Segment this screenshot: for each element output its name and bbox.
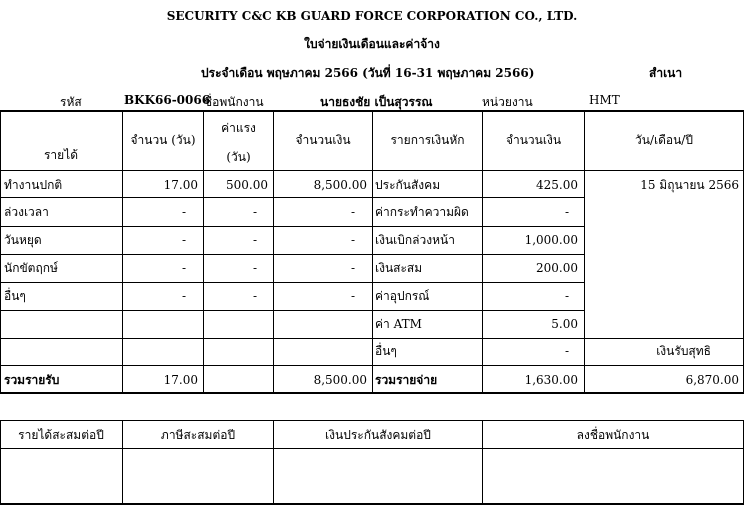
employee-code: BKK66-0066 <box>124 93 211 107</box>
unit-value: HMT <box>589 93 620 107</box>
deduction-amount: 425.00 <box>536 178 578 192</box>
income-rate: - <box>252 261 257 275</box>
income-amount: - <box>350 289 355 303</box>
income-amount: - <box>350 205 355 219</box>
income-rate: - <box>252 233 257 247</box>
deduction-label: ค่ากระทำความผิด <box>375 205 469 219</box>
total-deduction-amount: 1,630.00 <box>524 373 578 387</box>
ytd-tax-header: ภาษีสะสมต่อปี <box>160 428 236 442</box>
deduction-label: อื่นๆ <box>375 344 397 358</box>
income-amount: 8,500.00 <box>313 178 367 192</box>
deduction-label: ค่า ATM <box>375 317 422 331</box>
document-title: ใบจ่ายเงินเดือนและค่าจ้าง <box>304 37 440 51</box>
income-days: 17.00 <box>163 178 198 192</box>
pay-date: 15 มิถุนายน 2566 <box>640 178 739 192</box>
deduction-label: เงินสะสม <box>375 261 423 275</box>
copy-label: สำเนา <box>649 66 683 80</box>
deduction-amount: 1,000.00 <box>524 233 578 247</box>
ytd-income-header: รายได้สะสมต่อปี <box>18 428 104 442</box>
net-pay-label: เงินรับสุทธิ <box>656 344 711 358</box>
unit-label: หน่วยงาน <box>482 95 533 109</box>
employee-name: นายธงชัย เป็นสุวรรณ <box>320 95 433 109</box>
employee-signature-header: ลงชื่อพนักงาน <box>576 428 650 442</box>
income-days: - <box>181 205 186 219</box>
deduction-amount: - <box>564 205 569 219</box>
income-rate: - <box>252 289 257 303</box>
deduction-label: เงินเบิกล่วงหน้า <box>375 233 455 247</box>
deduction-amount: - <box>564 289 569 303</box>
income-days: - <box>181 233 186 247</box>
company-name: SECURITY C&C KB GUARD FORCE CORPORATION CO., LTD. <box>166 9 578 23</box>
col-days: จำนวน (วัน) <box>130 133 196 147</box>
total-income-days: 17.00 <box>163 373 198 387</box>
total-income-label: รวมรายรับ <box>4 373 60 387</box>
deduction-amount: - <box>564 344 569 358</box>
income-label: นักขัตฤกษ์ <box>4 261 58 275</box>
col-rate-line1: ค่าแรง <box>221 121 256 135</box>
col-date: วัน/เดือน/ปี <box>635 133 693 147</box>
deduction-label: ประกันสังคม <box>375 178 441 192</box>
income-label: ล่วงเวลา <box>4 205 49 219</box>
deduction-amount: 5.00 <box>551 317 578 331</box>
col-deduction: รายการเงินหัก <box>390 133 465 147</box>
col-income: รายได้ <box>43 148 79 162</box>
income-amount: - <box>350 261 355 275</box>
income-days: - <box>181 289 186 303</box>
income-rate: - <box>252 205 257 219</box>
ytd-social-security-header: เงินประกันสังคมต่อปี <box>325 428 431 442</box>
income-label: อื่นๆ <box>4 289 26 303</box>
income-days: - <box>181 261 186 275</box>
col-deduction-amount: จำนวนเงิน <box>505 133 562 147</box>
employee-name-label: ชื่อพนักงาน <box>204 95 264 109</box>
total-income-amount: 8,500.00 <box>313 373 367 387</box>
income-label: วันหยุด <box>4 233 42 247</box>
net-pay-amount: 6,870.00 <box>685 373 739 387</box>
income-label: ทำงานปกติ <box>4 178 63 192</box>
income-amount: - <box>350 233 355 247</box>
col-amount: จำนวนเงิน <box>295 133 351 147</box>
total-deduction-label: รวมรายจ่าย <box>375 373 438 387</box>
pay-period: ประจำเดือน พฤษภาคม 2566 (วันที่ 16-31 พฤษภาคม 2566) <box>201 66 535 80</box>
income-rate: 500.00 <box>226 178 268 192</box>
col-rate-line2: (วัน) <box>226 150 251 164</box>
deduction-label: ค่าอุปกรณ์ <box>375 289 430 303</box>
deduction-amount: 200.00 <box>536 261 578 275</box>
employee-code-label: รหัส <box>60 95 82 109</box>
